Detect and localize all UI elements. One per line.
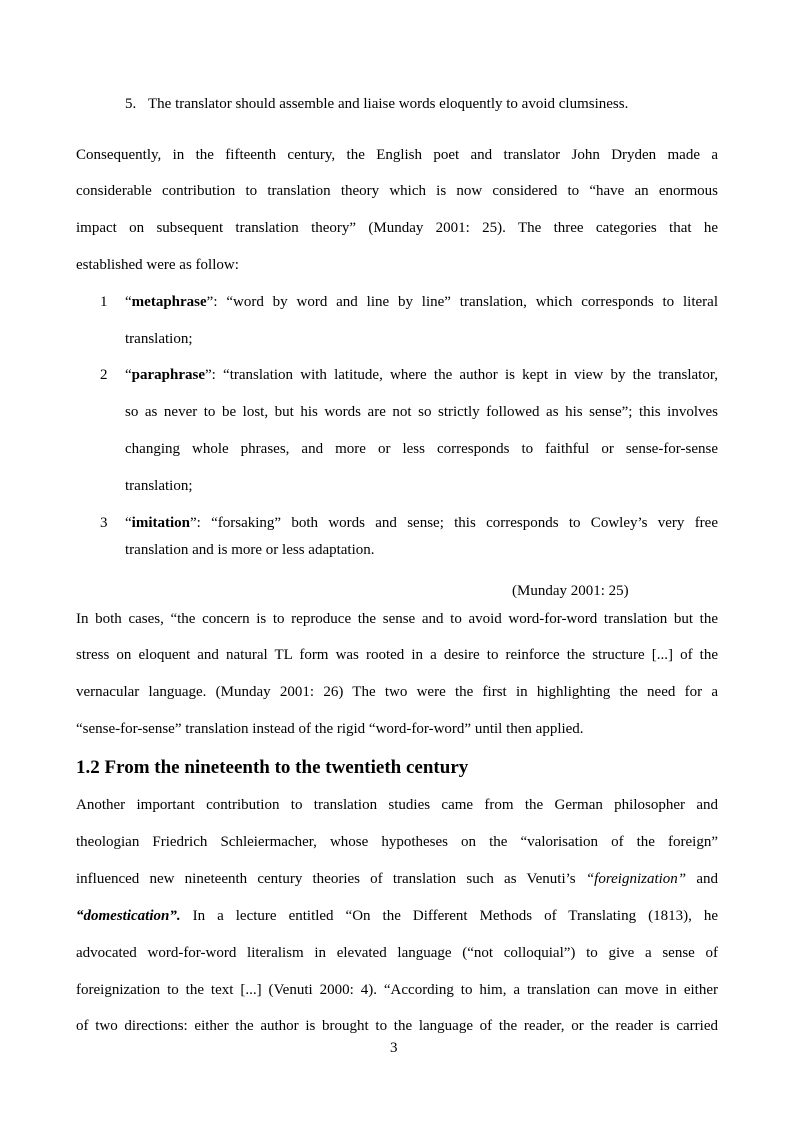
open-quote: “ (125, 515, 132, 531)
paragraph-line: advocated word-for-word literalism in elevated language (“not colloquial”) to give a sense of (76, 945, 718, 961)
list-item-text: ”: “word by word and line by line” translation, which corresponds to literal (206, 294, 718, 310)
text-segment: and (696, 871, 719, 887)
list-item-number: 5. (125, 96, 137, 112)
list-item-text: ”: “translation with latitude, where the author is kept in view by the translator, (205, 367, 718, 383)
italic-term: “foreignization” (585, 871, 687, 887)
list-item-line: so as never to be lost, but his words are not so strictly followed as his sense”; this involves (125, 404, 718, 420)
italic-term: “domestication”. (76, 908, 181, 924)
paragraph-line: theologian Friedrich Schleiermacher, whose hypotheses on the “valorisation of the foreign” (76, 834, 718, 850)
text-segment: influenced new nineteenth century theories of translation such as Venuti’s (76, 871, 576, 887)
paragraph-line (76, 870, 718, 888)
open-quote: “ (125, 367, 132, 383)
section-heading: 1.2 From the nineteenth to the twentieth century (76, 757, 469, 778)
paragraph-line: of two directions: either the author is brought to the language of the reader, or the reader is carried (76, 1018, 718, 1034)
paragraph-line: Another important contribution to translation studies came from the German philosopher and (76, 797, 718, 813)
list-item-text: ”: “forsaking” both words and sense; this corresponds to Cowley’s very free (190, 515, 718, 531)
list-number: 3 (100, 515, 108, 531)
list-item-text: The translator should assemble and liaise words eloquently to avoid clumsiness. (148, 96, 629, 112)
list-item-line: changing whole phrases, and more or less corresponds to faithful or sense-for-sense (125, 441, 718, 457)
text-segment: In a lecture entitled “On the Different Methods of Translating (1813), he (192, 908, 718, 924)
term-metaphrase: metaphrase (131, 294, 207, 310)
paragraph-line: impact on subsequent translation theory” (Munday 2001: 25). The three categories that he (76, 220, 718, 236)
paragraph-line: considerable contribution to translation theory which is now considered to “have an enormous (76, 183, 718, 199)
citation: (Munday 2001: 25) (512, 583, 629, 599)
list-item-line (125, 514, 718, 532)
list-item-line (125, 293, 718, 311)
paragraph-line: established were as follow: (76, 257, 239, 273)
page-number: 3 (390, 1040, 398, 1056)
list-number: 1 (100, 294, 108, 310)
paragraph-line: In both cases, “the concern is to reproduce the sense and to avoid word-for-word translation but the (76, 611, 718, 627)
list-item-line (125, 366, 718, 384)
list-item-line: translation and is more or less adaptation. (125, 542, 375, 558)
open-quote: “ (125, 294, 132, 310)
term-paraphrase: paraphrase (131, 367, 206, 383)
paragraph-line: “sense-for-sense” translation instead of the rigid “word-for-word” until then applied. (76, 721, 584, 737)
paragraph-line: vernacular language. (Munday 2001: 26) The two were the first in highlighting the need for a (76, 684, 718, 700)
list-item-line: translation; (125, 478, 193, 494)
term-imitation: imitation (131, 515, 191, 531)
paragraph-line: Consequently, in the fifteenth century, the English poet and translator John Dryden made a (76, 147, 718, 163)
list-number: 2 (100, 367, 108, 383)
paragraph-line: stress on eloquent and natural TL form was rooted in a desire to reinforce the structure [...] of the (76, 647, 718, 663)
paragraph-line (76, 907, 718, 925)
paragraph-line: foreignization to the text [...] (Venuti 2000: 4). “According to him, a translation can move in either (76, 982, 718, 998)
list-item-line: translation; (125, 331, 193, 347)
